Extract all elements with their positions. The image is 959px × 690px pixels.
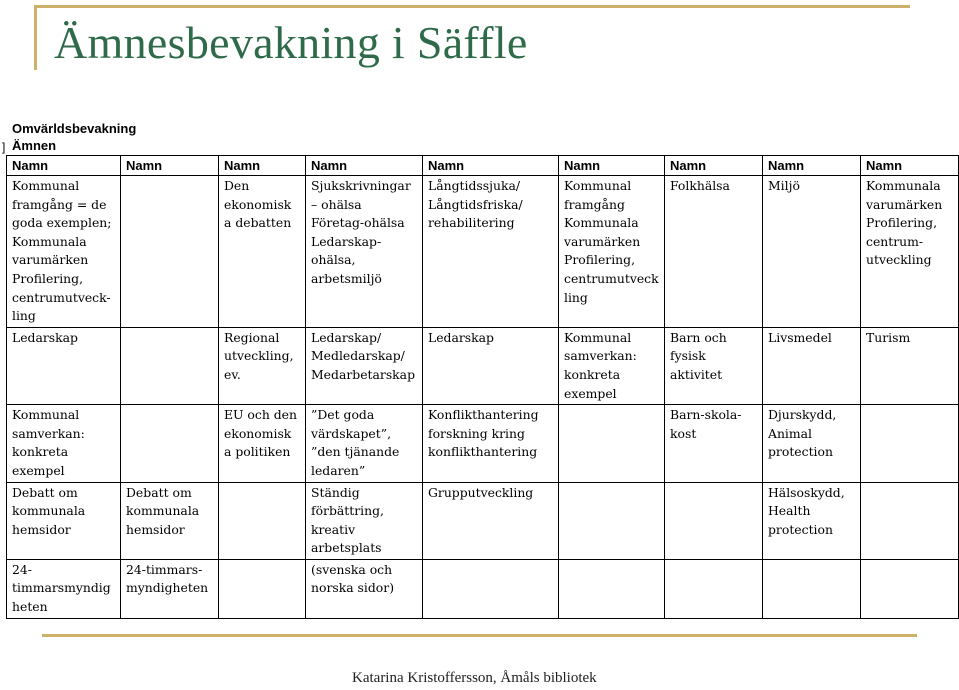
table-cell xyxy=(763,559,861,618)
topics-table xyxy=(6,155,959,619)
cell-text: Medarbetarskap xyxy=(311,366,416,382)
cell-text: ling xyxy=(12,308,36,324)
cell-text: rehabilitering xyxy=(428,215,515,231)
table-cell xyxy=(423,327,559,404)
cell-text: centrumutveck xyxy=(564,270,659,286)
table-cell xyxy=(219,482,306,559)
cell-text: fysisk xyxy=(670,348,706,364)
cell-text: Kommunala xyxy=(12,233,87,249)
cell-text: (svenska och xyxy=(311,561,393,577)
cell-text: Hälsoskydd, xyxy=(768,484,845,500)
table-cell xyxy=(423,176,559,328)
cell-text: a politiken xyxy=(224,444,291,460)
cell-text: Profilering, xyxy=(564,252,636,268)
cell-text: Ledarskap/ xyxy=(311,329,382,345)
table-cell xyxy=(306,405,423,482)
cell-text: ”den tjänande xyxy=(311,444,400,460)
cell-text: exempel xyxy=(12,462,65,478)
cell-text: Barn-skola- xyxy=(670,407,742,423)
cell-text: 24-timmars- xyxy=(126,561,203,577)
table-cell xyxy=(423,559,559,618)
table-cell xyxy=(559,176,665,328)
cell-text: Kommunal xyxy=(12,407,80,423)
table-cell xyxy=(665,559,763,618)
cell-text: ledaren” xyxy=(311,462,366,478)
cell-text: ekonomisk xyxy=(224,425,292,441)
cell-text: centrum- xyxy=(866,233,924,249)
table-cell xyxy=(763,176,861,328)
table-cell xyxy=(219,559,306,618)
accent-line-bottom xyxy=(42,634,917,637)
cell-text: Regional xyxy=(224,329,280,345)
table-cell xyxy=(763,482,861,559)
table-cell xyxy=(7,176,121,328)
cell-text: Kommunal xyxy=(564,329,632,345)
cell-text: hemsidor xyxy=(12,521,71,537)
table-cell xyxy=(219,405,306,482)
table-row xyxy=(7,405,959,482)
cell-text: 24- xyxy=(12,561,32,577)
cell-text: Livsmedel xyxy=(768,329,832,345)
cell-text: Sjukskrivningar xyxy=(311,178,411,193)
cell-text: kost xyxy=(670,425,697,441)
cell-text: utveckling xyxy=(866,252,932,268)
table-header-row xyxy=(7,156,959,176)
heading-amnen: Ämnen xyxy=(12,138,57,153)
column-header: Namn xyxy=(306,156,423,176)
table-cell xyxy=(7,482,121,559)
cell-text: Turism xyxy=(866,329,911,345)
accent-line-top xyxy=(34,5,910,8)
table-cell xyxy=(7,405,121,482)
cell-text: Ledarskap xyxy=(428,329,494,345)
table-cell xyxy=(559,482,665,559)
cell-text: heten xyxy=(12,599,48,615)
table-cell xyxy=(665,176,763,328)
cell-text: samverkan: xyxy=(564,348,637,364)
cell-text: Debatt om xyxy=(12,484,78,500)
cell-text: timmarsmyndig xyxy=(12,580,111,596)
cell-text: arbetsmiljö xyxy=(311,270,382,286)
table-cell xyxy=(7,327,121,404)
cell-text: arbetsplats xyxy=(311,540,382,556)
cell-text: Ständig xyxy=(311,484,360,500)
cell-text: forskning kring xyxy=(428,425,525,441)
cell-text: Djurskydd, xyxy=(768,407,837,423)
cell-text: konflikthantering xyxy=(428,444,538,460)
cell-text: ekonomisk xyxy=(224,196,292,212)
table-cell xyxy=(121,405,219,482)
cell-text: centrumutveck- xyxy=(12,289,111,305)
cell-text: varumärken xyxy=(564,233,641,249)
table-cell xyxy=(559,405,665,482)
table-row xyxy=(7,176,959,328)
table-cell xyxy=(121,327,219,404)
cell-text: kreativ xyxy=(311,521,356,537)
table-cell xyxy=(861,559,959,618)
cell-text: framgång xyxy=(564,196,625,212)
cell-text: Långtidsfriska/ xyxy=(428,196,523,212)
table-cell xyxy=(559,327,665,404)
cell-text: ohälsa, xyxy=(311,252,356,268)
cell-text: kommunala xyxy=(126,503,200,519)
cell-text: norska sidor) xyxy=(311,580,395,596)
column-header: Namn xyxy=(559,156,665,176)
cell-text: kommunala xyxy=(12,503,86,519)
bracket-mark: ] xyxy=(2,140,6,154)
cell-text: samverkan: xyxy=(12,425,85,441)
cell-text: Konflikthantering xyxy=(428,407,539,423)
column-header: Namn xyxy=(219,156,306,176)
cell-text: EU och den xyxy=(224,407,297,423)
cell-text: ev. xyxy=(224,366,241,382)
accent-line-vertical xyxy=(34,5,37,70)
cell-text: utveckling, xyxy=(224,348,294,364)
table-cell xyxy=(861,405,959,482)
table-cell xyxy=(665,482,763,559)
cell-text: myndigheten xyxy=(126,580,209,596)
table-cell xyxy=(7,559,121,618)
slide-footer: Katarina Kristoffersson, Åmåls bibliotek xyxy=(352,670,597,686)
cell-text: Debatt om xyxy=(126,484,192,500)
table-cell xyxy=(306,327,423,404)
table-cell xyxy=(423,405,559,482)
table-row xyxy=(7,559,959,618)
table-cell xyxy=(121,559,219,618)
table-cell xyxy=(559,559,665,618)
table-cell xyxy=(763,405,861,482)
cell-text: konkreta xyxy=(12,444,69,460)
table-cell xyxy=(306,482,423,559)
cell-text: Profilering, xyxy=(12,270,84,286)
cell-text: – ohälsa xyxy=(311,196,362,212)
cell-text: varumärken xyxy=(12,252,89,268)
cell-text: Långtidssjuka/ xyxy=(428,178,521,193)
cell-text: protection xyxy=(768,521,833,537)
table-cell xyxy=(763,327,861,404)
cell-text: framgång = de xyxy=(12,196,107,212)
table-cell xyxy=(219,176,306,328)
cell-text: Miljö xyxy=(768,178,800,193)
cell-text: Företag-ohälsa xyxy=(311,215,405,231)
cell-text: varumärken xyxy=(866,196,943,212)
cell-text: Ledarskap xyxy=(12,329,78,345)
table-cell xyxy=(861,482,959,559)
cell-text: värdskapet”, xyxy=(311,425,392,441)
cell-text: goda exemplen; xyxy=(12,215,112,231)
cell-text: ling xyxy=(564,289,588,305)
table-cell xyxy=(121,176,219,328)
cell-text: Kommunala xyxy=(866,178,941,193)
cell-text: Health xyxy=(768,503,811,519)
column-header: Namn xyxy=(763,156,861,176)
cell-text: förbättring, xyxy=(311,503,384,519)
table-cell xyxy=(861,327,959,404)
cell-text: Animal xyxy=(768,425,812,441)
column-header: Namn xyxy=(861,156,959,176)
cell-text: aktivitet xyxy=(670,366,723,382)
document-heading xyxy=(12,120,136,154)
table-cell xyxy=(121,482,219,559)
cell-text: Medledarskap/ xyxy=(311,348,405,364)
column-header: Namn xyxy=(121,156,219,176)
table-cell xyxy=(665,327,763,404)
heading-omvarldsbevakning: Omvärldsbevakning xyxy=(12,121,137,136)
slide-title: Ämnesbevakning i Säffle xyxy=(54,17,528,68)
cell-text: Profilering, xyxy=(866,215,938,231)
table-cell xyxy=(306,176,423,328)
column-header: Namn xyxy=(665,156,763,176)
cell-text: Grupputveckling xyxy=(428,484,534,500)
cell-text: Folkhälsa xyxy=(670,178,730,193)
table-cell xyxy=(861,176,959,328)
cell-text: ”Det goda xyxy=(311,407,375,423)
cell-text: Kommunal xyxy=(12,178,80,193)
cell-text: Den xyxy=(224,178,250,193)
cell-text: konkreta xyxy=(564,366,621,382)
column-header: Namn xyxy=(7,156,121,176)
cell-text: Kommunala xyxy=(564,215,639,231)
cell-text: protection xyxy=(768,444,833,460)
cell-text: Kommunal xyxy=(564,178,632,193)
table-cell xyxy=(306,559,423,618)
table-row xyxy=(7,482,959,559)
cell-text: hemsidor xyxy=(126,521,185,537)
table-cell xyxy=(665,405,763,482)
cell-text: exempel xyxy=(564,385,617,401)
cell-text: a debatten xyxy=(224,215,292,231)
table-cell xyxy=(423,482,559,559)
cell-text: Barn och xyxy=(670,329,727,345)
column-header: Namn xyxy=(423,156,559,176)
cell-text: Ledarskap- xyxy=(311,233,382,249)
table-row xyxy=(7,327,959,404)
table-cell xyxy=(219,327,306,404)
